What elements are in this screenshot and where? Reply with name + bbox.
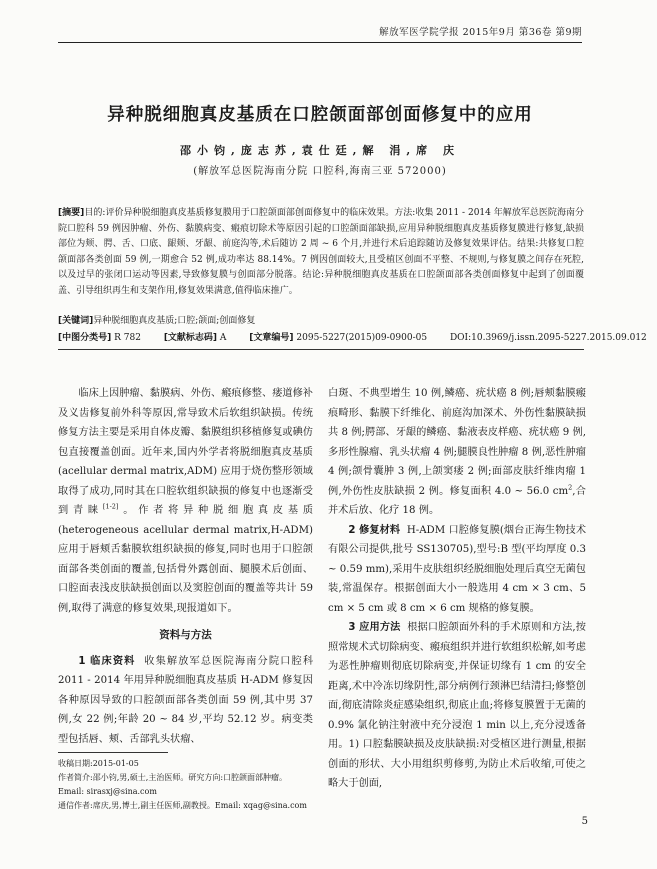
received-date: 收稿日期:2015-01-05 <box>58 759 139 768</box>
right-column <box>328 384 586 794</box>
abstract <box>58 206 584 299</box>
clc-label: [中图分类号] <box>58 333 112 343</box>
running-header: 解放军医学院学报 2015年9月 第36卷 第9期 <box>379 27 582 38</box>
area-unit-superscript: 2 <box>568 483 573 492</box>
page-number: 5 <box>581 816 588 827</box>
case-types-text-a: 白斑、不典型增生 10 例,鳞癌、疣状癌 8 例;唇颊黏膜瘢痕畸形、黏膜下纤维化、前庭沟加深术、外伤性黏膜缺损共 8 例;腭部、牙龈的鳞癌、黏液表皮样癌、疣状癌 9 例,多形性腺瘤、乳头状瘤 4 例;腿膜良性肿瘤 8 例,恶性肿瘤 4 例;颌骨囊肿 3 例,上颌窦瘘 2 例;面部皮肤纤维肉瘤 1 例,外伤性皮肤缺损 2 例。修复面积 4.0 ~ 56.0 cm <box>328 388 586 497</box>
abstract-text: 目的:评价异种脱细胞真皮基质修复膜用于口腔颌面部创面修复中的临床效果。方法:收集 2011 - 2014 年解放军总医院海南分院口腔科 59 例因肿瘤、外伤、黏膜病变、瘢痕切除术等原因引起的口腔颌面部缺损,应用异种脱细胞真皮基质修复膜进行修复,缺损部位为颊、腭、舌、口底、龈颊、牙龈、前庭沟等,术后随访 2 周 ~ 6 个月,并进行术后追踪随访及修复效果评估。结果:共修复口腔颌面部各类创面 59 例,一期愈合 52 例,成功率达 88.14%。7 例因创面较大,且受植区创面不平整、不规则,与修复膜之间存在死腔,以及过早的张闭口运动等因素,导致修复膜与创面部分脱落。结论:异种脱细胞真皮基质在口腔颌面部各类创面修复中起到了创面覆盖、引导组织再生和支架作用,修复效果满意,值得临床推广。 <box>58 208 584 296</box>
intro-text-b: 。作者将异种脱细胞真皮基质 (heterogeneous acellular dermal matrix,H-ADM) 应用于唇颊舌黏膜软组织缺损的修复,同时也用于口腔颌面部各类创面的覆盖,包括骨外露创面、腿膜术后创面、口腔面表浅皮肤缺损创面以及窦腔创面的覆盖等共计 59 例,取得了满意的修复效果,现报道如下。 <box>58 505 314 614</box>
header-rule <box>58 42 582 43</box>
materials-text: H-ADM 口腔修复膜(烟台正海生物技术有限公司提供,批号 SS130705),型号:B 型(平均厚度 0.3 ~ 0.59 mm),采用牛皮肤组织经脱细胞处理后真空无菌包装,常温保存。根据创面大小一般选用 4 cm × 3 cm、5 cm × 5 cm 或 8 cm × 6 cm 规格的修复膜。 <box>328 524 587 614</box>
section-divider <box>58 349 584 350</box>
keywords-label: [关键词] <box>58 316 94 326</box>
subsection-label-1: 1 临床资料 <box>78 655 136 667</box>
keywords <box>58 313 584 326</box>
methods-text: 根据口腔颌面外科的手术原则和方法,按照常规术式切除病变、瘢痕组织并进行软组织松解,如考虑为恶性肿瘤则彻底切除病变,并保证切缘有 1 cm 的安全距离,术中冷冻切缘阴性,部分病例行颈淋巴结清扫;修整创面,彻底清除炎症感染组织,彻底止血;将修复膜置于无菌的 0.9% 氯化钠注射液中充分浸泡 1 min 以上,充分浸透备用。1) 口腔黏膜缺损及皮肤缺损:对受植区进行测量,根据创面的形状、大小用组织剪修剪,为防止术后收缩,可使之略大于创面, <box>328 622 586 789</box>
abstract-label: [摘要] <box>58 208 85 218</box>
subsection-label-2: 2 修复材料 <box>348 524 401 536</box>
article-number-label: [文章编号] <box>249 333 294 343</box>
doc-code-label: [文献标志码] <box>163 333 218 343</box>
keywords-text: 异种脱细胞真皮基质;口腔;颌面;创面修复 <box>93 316 256 326</box>
article-title: 异种脱细胞真皮基质在口腔颌面部创面修复中的应用 <box>107 105 533 125</box>
intro-paragraph <box>58 384 313 618</box>
left-column <box>58 384 313 749</box>
corresponding-author: 通信作者:席庆,男,博士,副主任医师,副教授。Email: xqag@sina.com <box>58 801 307 810</box>
doi: DOI:10.3969/j.issn.2095-5227.2015.09.012 <box>449 333 647 343</box>
section-heading: 资料与方法 <box>159 629 212 641</box>
affiliation: (解放军总医院海南分院 口腔科,海南三亚 572000) <box>193 166 447 177</box>
clinical-data-paragraph <box>58 652 313 750</box>
classification-line <box>58 330 647 343</box>
article-number: 2095-5227(2015)09-0900-05 <box>296 333 428 343</box>
footnotes <box>58 757 313 813</box>
intro-text-a: 临床上因肿瘤、黏膜病、外伤、瘢痕修整、瘘道修补及义齿修复前外科等原因,常导致术后软组织缺损。传统修复方法主要是采用自体皮瓣、黏膜组织移植修复或碘仿包直接覆盖创面。近年来,国内外学者将脱细胞真皮基质 (acellular dermal matrix,ADM) 应用于烧伤整形领域取得了成功,同时其在口腔软组织缺损的修复中也逐渐受到青睐 <box>58 388 313 516</box>
materials-paragraph <box>328 521 586 619</box>
clc-code: R 782 <box>114 333 141 343</box>
clinical-data-text: 收集解放军总医院海南分院口腔科 2011 - 2014 年用异种脱细胞真皮基质 H-ADM 修复因各种原因导致的口腔颌面部各类创面 59 例,其中男 37 例,女 22 例;年龄 20 ~ 84 岁,平均 52.12 岁。病变类型包括唇、颊、舌部乳头状瘤、 <box>58 655 314 745</box>
doc-code: A <box>219 333 227 343</box>
citation-ref: [1-2] <box>102 502 119 511</box>
footnote-rule <box>58 752 168 753</box>
case-types-text-b: ,合并术后放、化疗 18 例。 <box>328 485 586 516</box>
author-intro: 作者简介:邵小钧,男,硕士,主治医师。研究方向:口腔颌面部肿瘤。Email: sirasxj@sina.com <box>58 773 288 796</box>
methods-paragraph <box>328 618 586 794</box>
subsection-label-3: 3 应用方法 <box>348 622 401 633</box>
case-types-paragraph <box>328 384 586 521</box>
author-list: 邵小钧,庞志苏,袁仕廷,解 涓,席 庆 <box>180 144 460 157</box>
